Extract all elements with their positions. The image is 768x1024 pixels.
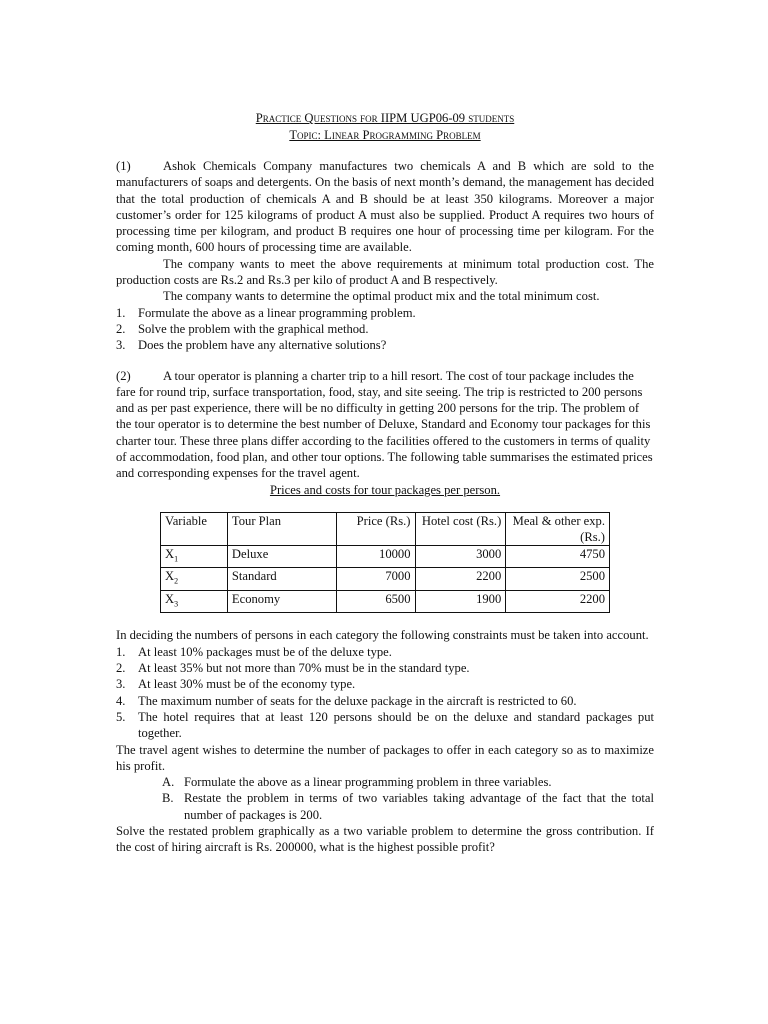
- document-topic: Topic: Linear Programming Problem: [289, 128, 481, 142]
- question-1-cost-paragraph: The company wants to meet the above requirements at minimum total production cost. The production costs are Rs.2 and Rs.3 per kilo of product A and B respectively.: [116, 256, 654, 288]
- list-item: 5. The hotel requires that at least 120 persons should be on the deluxe and standard packages put together.: [116, 709, 654, 741]
- cell-price: 10000: [336, 545, 415, 568]
- table-row: [161, 590, 610, 613]
- list-item: 1. Formulate the above as a linear programming problem.: [116, 305, 416, 320]
- list-item: 1. At least 10% packages must be of the deluxe type.: [116, 644, 392, 659]
- question-1-objective-paragraph: The company wants to determine the optimal product mix and the total minimum cost.: [163, 289, 600, 304]
- list-item: 2. Solve the problem with the graphical method.: [116, 321, 369, 336]
- question-1-intro: [116, 158, 654, 256]
- question-1-number: (1): [116, 159, 131, 173]
- cell-meal: 2200: [506, 590, 610, 613]
- table-header-row: [161, 512, 610, 545]
- question-2-constraints-intro: In deciding the numbers of persons in each category the following constraints must be taken into account.: [116, 628, 649, 643]
- question-2-number: (2): [116, 368, 131, 383]
- cell-plan: Standard: [227, 568, 336, 591]
- question-2-intro: [116, 368, 654, 482]
- header-variable: Variable: [161, 512, 228, 545]
- question-2-constraint-list: [116, 644, 654, 742]
- document-page: [116, 110, 654, 856]
- question-2-objective-paragraph: The travel agent wishes to determine the number of packages to offer in each category so as to maximize his profit.: [116, 742, 654, 773]
- table-row: [161, 568, 610, 591]
- header-hotel-cost: Hotel cost (Rs.): [415, 512, 506, 545]
- list-item: B. Restate the problem in terms of two variables taking advantage of the fact that the total number of packages is 200.: [162, 791, 654, 822]
- cell-hotel: 2200: [415, 568, 506, 591]
- question-1-task-list: [116, 305, 654, 354]
- cell-hotel: 1900: [415, 590, 506, 613]
- question-2-task-list: [116, 774, 654, 823]
- list-item: A. Formulate the above as a linear programming problem in three variables.: [162, 775, 552, 790]
- list-item: 3. Does the problem have any alternative solutions?: [116, 338, 387, 353]
- cell-plan: Deluxe: [227, 545, 336, 568]
- cell-meal: 2500: [506, 568, 610, 591]
- cell-plan: Economy: [227, 590, 336, 613]
- cell-variable: $X_2$: [161, 568, 228, 591]
- header-price: Price (Rs.): [336, 512, 415, 545]
- cell-variable: $X_1$: [161, 545, 228, 568]
- question-1-text: Ashok Chemicals Company manufactures two chemicals A and B which are sold to the manufacturers of soaps and detergents. On the basis of next month’s demand, the management has decided that the total production of chemicals A and B should be at least 350 kilograms. Moreover a major customer’s order for 125 kilograms of product A must also be supplied. Product A requires two hours of processing time per kilogram, and product B requires one hour of processing time per kilogram. For the coming month, 600 hours of processing time are available.: [116, 159, 654, 255]
- question-2-text: A tour operator is planning a charter trip to a hill resort. The cost of tour package includes the fare for round trip, surface transportation, food, stay, and site seeing. The trip is restricted to 200 persons and as per past experience, there will be no difficulty in getting 200 persons for the trip. The problem of the tour operator is to determine the best number of Deluxe, Standard and Economy tour packages for this charter tour. These three plans differ according to the facilities offered to the customers in terms of quality of accommodation, food plan, and other tour options. The following table summarises the estimated prices and corresponding expenses for the travel agent.: [116, 368, 653, 481]
- table-caption: Prices and costs for tour packages per person.: [269, 482, 501, 497]
- header-tour-plan: Tour Plan: [227, 512, 336, 545]
- list-item: 2. At least 35% but not more than 70% must be in the standard type.: [116, 661, 470, 676]
- table-row: [161, 545, 610, 568]
- list-item: 3. At least 30% must be of the economy type.: [116, 677, 356, 692]
- header-meal-exp: Meal & other exp. (Rs.): [506, 512, 610, 545]
- cell-meal: 4750: [506, 545, 610, 568]
- tour-packages-table: [160, 512, 610, 614]
- cell-hotel: 3000: [415, 545, 506, 568]
- question-2-final-paragraph: Solve the restated problem graphically as a two variable problem to determine the gross contribution. If the cost of hiring aircraft is Rs. 200000, what is the highest possible profit?: [116, 824, 654, 855]
- cell-variable: $X_3$: [161, 590, 228, 613]
- cell-price: 6500: [336, 590, 415, 613]
- cell-price: 7000: [336, 568, 415, 591]
- document-title: Practice Questions for IIPM UGP06-09 students: [255, 111, 515, 125]
- list-item: 4. The maximum number of seats for the deluxe package in the aircraft is restricted to 60.: [116, 693, 577, 708]
